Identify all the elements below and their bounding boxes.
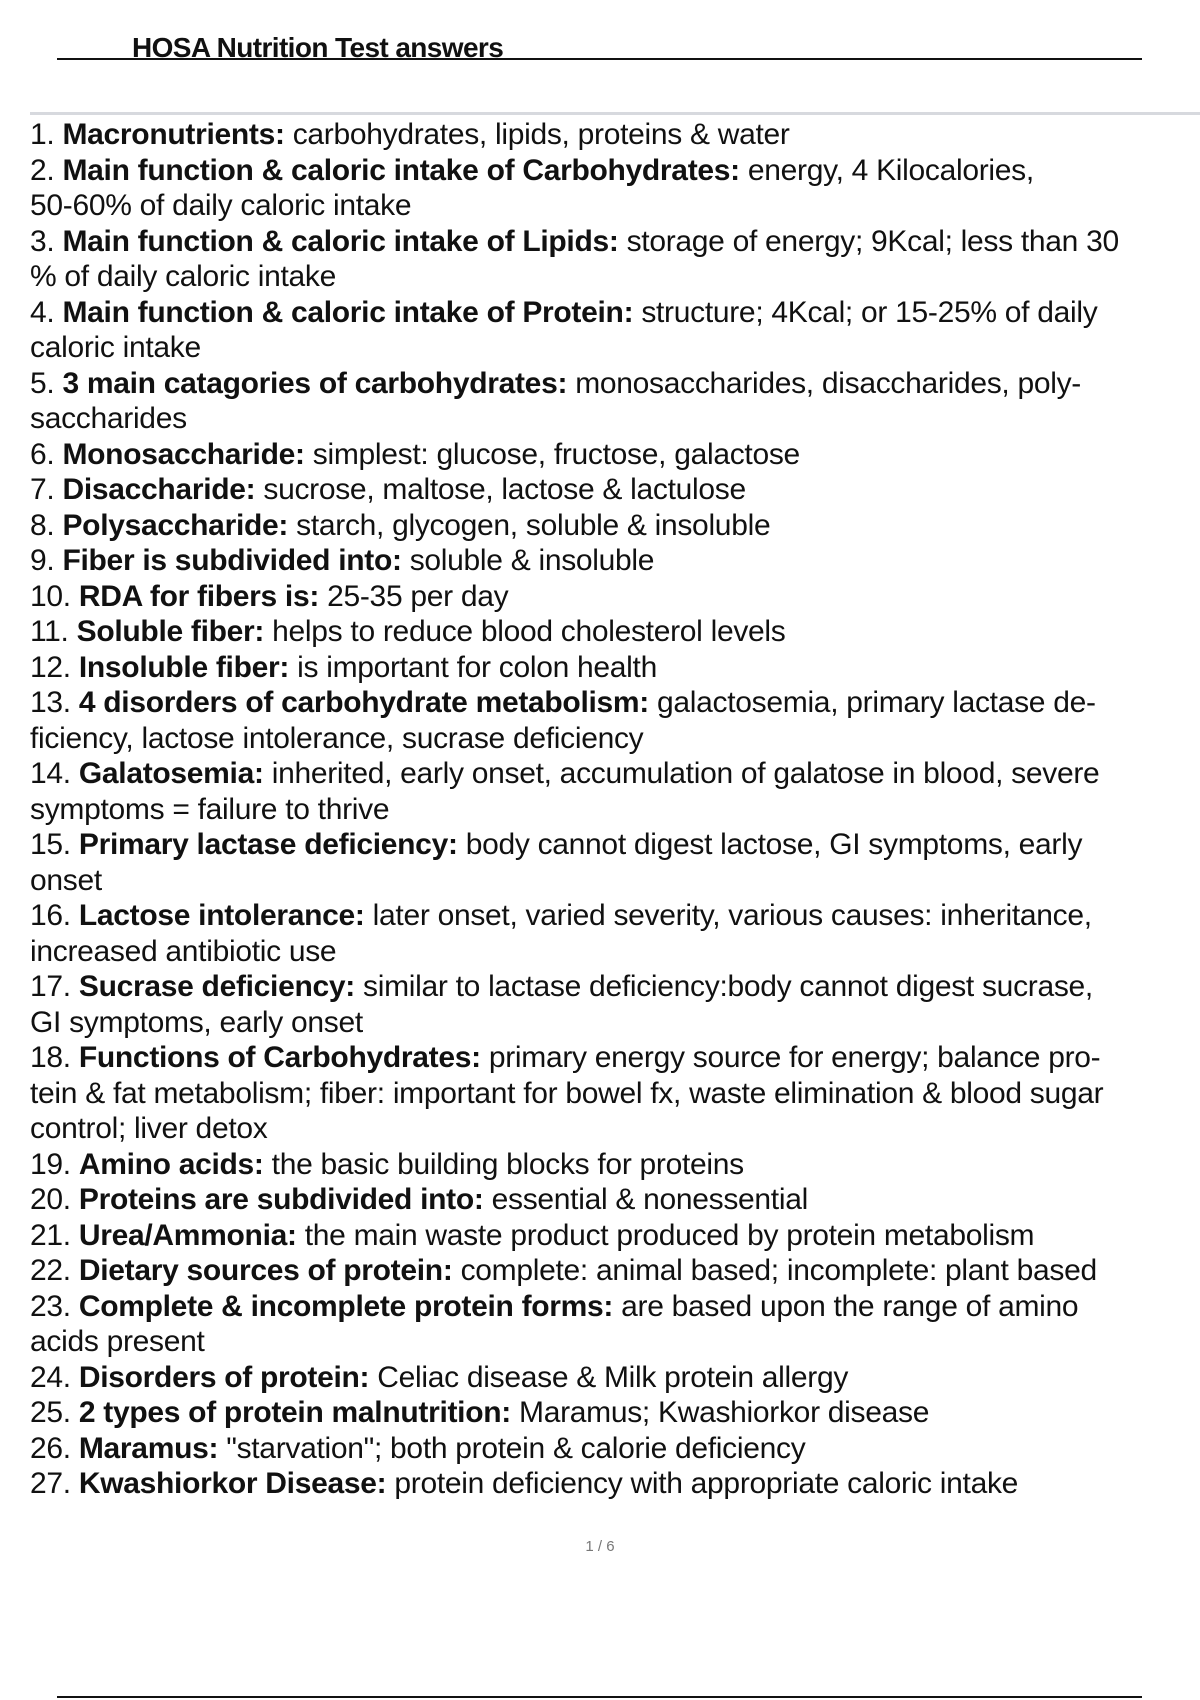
list-item: 1. Macronutrients: carbohydrates, lipids, proteins & water	[30, 118, 790, 151]
list-item: 3. Main function & caloric intake of Lipids: storage of energy; 9Kcal; less than 30 % of daily caloric intake	[30, 224, 1119, 293]
list-item: 26. Maramus: "starvation"; both protein & calorie deficiency	[30, 1431, 806, 1465]
list-item: 17. Sucrase deficiency: similar to lactase deficiency:body cannot digest sucrase, GI symptoms, early onset	[30, 970, 1093, 1039]
list-item: 19. Amino acids: the basic building blocks for proteins	[30, 1147, 744, 1181]
header-divider	[30, 112, 1200, 115]
page-header	[57, 30, 1142, 63]
list-item: 27. Kwashiorkor Disease: protein deficiency with appropriate caloric intake	[30, 1467, 1019, 1500]
list-item: 6. Monosaccharide: simplest: glucose, fructose, galactose	[30, 437, 800, 471]
page-number: 1 / 6	[585, 1538, 615, 1555]
list-item: 15. Primary lactase deficiency: body cannot digest lactose, GI symptoms, early onset	[30, 828, 1083, 897]
list-item: 21. Urea/Ammonia: the main waste product produced by protein metabolism	[30, 1218, 1035, 1252]
answer-list	[30, 117, 1200, 1502]
list-item: 22. Dietary sources of protein: complete: animal based; incomplete: plant based	[30, 1254, 1097, 1287]
list-item: 10. RDA for fibers is: 25-35 per day	[30, 579, 509, 613]
list-item: 23. Complete & incomplete protein forms: are based upon the range of amino acids present	[30, 1289, 1079, 1358]
list-item: 8. Polysaccharide: starch, glycogen, soluble & insoluble	[30, 508, 771, 542]
list-item: 24. Disorders of protein: Celiac disease & Milk protein allergy	[30, 1360, 849, 1394]
list-item: 16. Lactose intolerance: later onset, varied severity, various causes: inheritance, increased antibiotic use	[30, 899, 1092, 968]
list-item: 14. Galatosemia: inherited, early onset, accumulation of galatose in blood, severe symptoms = failure to thrive	[30, 757, 1100, 826]
list-item: 12. Insoluble fiber: is important for colon health	[30, 650, 657, 684]
document-title: HOSA Nutrition Test answers	[132, 32, 504, 63]
list-item: 5. 3 main catagories of carbohydrates: monosaccharides, disaccharides, poly- saccharides	[30, 366, 1082, 435]
list-item: 18. Functions of Carbohydrates: primary energy source for energy; balance pro- tein & fat metabolism; fiber: important for bowel fx, waste elimination & blood sugar control; liver detox	[30, 1041, 1104, 1145]
list-item: 25. 2 types of protein malnutrition: Maramus; Kwashiorkor disease	[30, 1396, 930, 1429]
list-item: 7. Disaccharide: sucrose, maltose, lactose & lactulose	[30, 473, 746, 506]
list-item: 11. Soluble fiber: helps to reduce blood cholesterol levels	[30, 615, 786, 648]
list-item: 2. Main function & caloric intake of Carbohydrates: energy, 4 Kilocalories, 50-60% of daily caloric intake	[30, 153, 1034, 222]
list-item: 4. Main function & caloric intake of Protein: structure; 4Kcal; or 15-25% of daily caloric intake	[30, 295, 1098, 364]
footer-divider	[57, 1696, 1142, 1698]
list-item: 9. Fiber is subdivided into: soluble & insoluble	[30, 544, 655, 577]
list-item: 13. 4 disorders of carbohydrate metabolism: galactosemia, primary lactase de- ficiency, lactose intolerance, sucrase deficiency	[30, 686, 1096, 755]
list-item: 20. Proteins are subdivided into: essential & nonessential	[30, 1183, 808, 1216]
